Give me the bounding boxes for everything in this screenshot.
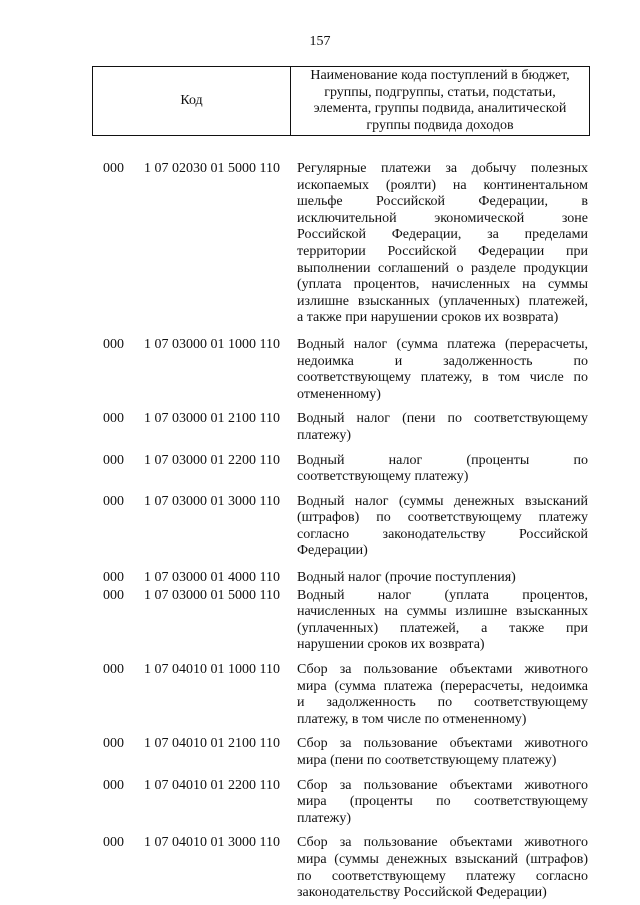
revenue-code: 1 07 03000 01 3000 110 xyxy=(144,493,280,509)
description-line: (уплаченных) платежей, а также при xyxy=(297,620,588,636)
table-row xyxy=(0,453,640,486)
description-line: соответствующему платежу) xyxy=(297,469,469,485)
description-line: мира (сумма платежа (перерасчеты, недоимка xyxy=(297,678,588,694)
header-code-column: Код xyxy=(93,67,291,135)
revenue-codes-list xyxy=(0,153,640,902)
revenue-code: 1 07 03000 01 5000 110 xyxy=(144,587,280,603)
revenue-code: 1 07 03000 01 2200 110 xyxy=(144,452,280,468)
description-line: нарушении сроков их возврата) xyxy=(297,637,485,653)
description-line: мира (проценты по соответствующему xyxy=(297,794,588,810)
table-row xyxy=(0,736,640,769)
table-row xyxy=(0,835,640,901)
admin-code: 000 xyxy=(103,570,124,586)
revenue-description xyxy=(297,835,588,901)
description-line: Регулярные платежи за добычу полезных xyxy=(297,161,588,176)
table-row xyxy=(0,662,640,728)
table-row xyxy=(0,570,640,587)
table-row xyxy=(0,494,640,560)
description-line: выполнении соглашений о разделе продукции xyxy=(297,260,588,276)
revenue-code: 1 07 04010 01 1000 110 xyxy=(144,662,280,678)
description-line: Водный налог (суммы денежных взысканий xyxy=(297,493,588,509)
description-line: излишне взысканных (уплаченных) платежей, xyxy=(297,293,588,309)
revenue-description xyxy=(297,736,588,769)
description-line: мира (пени по соответствующему платежу) xyxy=(297,753,557,768)
admin-code: 000 xyxy=(103,161,124,176)
header-name-column: Наименование кода поступлений в бюджет, группы, подгруппы, статьи, подстатьи, элемента, группы подвида, аналитической группы подвида доходов xyxy=(310,68,570,133)
table-row xyxy=(0,161,640,327)
revenue-description xyxy=(297,411,588,444)
description-line: Сбор за пользование объектами животного xyxy=(297,662,588,678)
description-line: Водный налог (проценты по xyxy=(297,452,588,468)
admin-code: 000 xyxy=(103,587,124,603)
description-line: Водный налог (сумма платежа (перерасчеты, xyxy=(297,336,588,352)
description-line: территории Российской Федерации при xyxy=(297,243,588,259)
admin-code: 000 xyxy=(103,777,124,793)
table-row xyxy=(0,337,640,403)
page-number: 157 xyxy=(309,34,331,49)
description-line: соответствующему платежу, в том числе по xyxy=(297,370,588,386)
description-line: Водный налог (прочие поступления) xyxy=(297,570,516,586)
admin-code: 000 xyxy=(103,493,124,509)
admin-code: 000 xyxy=(103,452,124,468)
revenue-code: 1 07 04010 01 2200 110 xyxy=(144,777,280,793)
revenue-description xyxy=(297,662,588,728)
revenue-code: 1 07 04010 01 3000 110 xyxy=(144,835,280,851)
admin-code: 000 xyxy=(103,411,124,427)
revenue-description xyxy=(297,161,588,327)
description-line: (уплата процентов, начисленных на суммы xyxy=(297,277,588,293)
description-line: и задолженность по соответствующему xyxy=(297,695,588,711)
description-line: ископаемых (роялти) на континентальном xyxy=(297,177,588,193)
description-line: по соответствующему платежу согласно xyxy=(297,868,588,884)
revenue-code: 1 07 03000 01 1000 110 xyxy=(144,336,280,352)
description-line: исключительной экономической зоне xyxy=(297,210,588,226)
revenue-description xyxy=(297,453,588,486)
description-line: Водный налог (уплата процентов, xyxy=(297,587,588,603)
description-line: Российской Федерации, за пределами xyxy=(297,227,588,243)
description-line: Сбор за пользование объектами животного xyxy=(297,736,588,752)
description-line: шельфе Российской Федерации, в xyxy=(297,194,588,210)
revenue-code: 1 07 04010 01 2100 110 xyxy=(144,736,280,752)
revenue-description xyxy=(297,588,588,654)
description-line: Сбор за пользование объектами животного xyxy=(297,835,588,851)
description-line: (штрафов) по соответствующему платежу xyxy=(297,510,588,526)
admin-code: 000 xyxy=(103,736,124,752)
table-row xyxy=(0,588,640,654)
description-line: законодательству Российской Федерации) xyxy=(297,885,547,901)
description-line: платежу) xyxy=(297,810,351,826)
description-line: Федерации) xyxy=(297,543,368,559)
revenue-code: 1 07 02030 01 5000 110 xyxy=(144,161,280,176)
description-line: согласно законодательству Российской xyxy=(297,526,588,542)
table-row xyxy=(0,411,640,444)
description-line: платежу) xyxy=(297,427,351,443)
revenue-code: 1 07 03000 01 4000 110 xyxy=(144,570,280,586)
revenue-description xyxy=(297,494,588,560)
admin-code: 000 xyxy=(103,835,124,851)
table-header xyxy=(92,66,590,136)
revenue-code: 1 07 03000 01 2100 110 xyxy=(144,411,280,427)
description-line: Сбор за пользование объектами животного xyxy=(297,777,588,793)
description-line: Водный налог (пени по соответствующему xyxy=(297,411,588,427)
table-row xyxy=(0,778,640,828)
revenue-description xyxy=(297,778,588,828)
description-line: отмененному) xyxy=(297,386,381,402)
admin-code: 000 xyxy=(103,662,124,678)
revenue-description xyxy=(297,337,588,403)
description-line: а также при нарушении сроков их возврата) xyxy=(297,310,559,326)
admin-code: 000 xyxy=(103,336,124,352)
description-line: мира (суммы денежных взысканий (штрафов) xyxy=(297,851,588,867)
description-line: платежу, в том числе по отмененному) xyxy=(297,711,527,727)
description-line: начисленных на суммы излишне взысканных xyxy=(297,604,588,620)
description-line: недоимка и задолженность по xyxy=(297,353,588,369)
revenue-description xyxy=(297,570,588,587)
